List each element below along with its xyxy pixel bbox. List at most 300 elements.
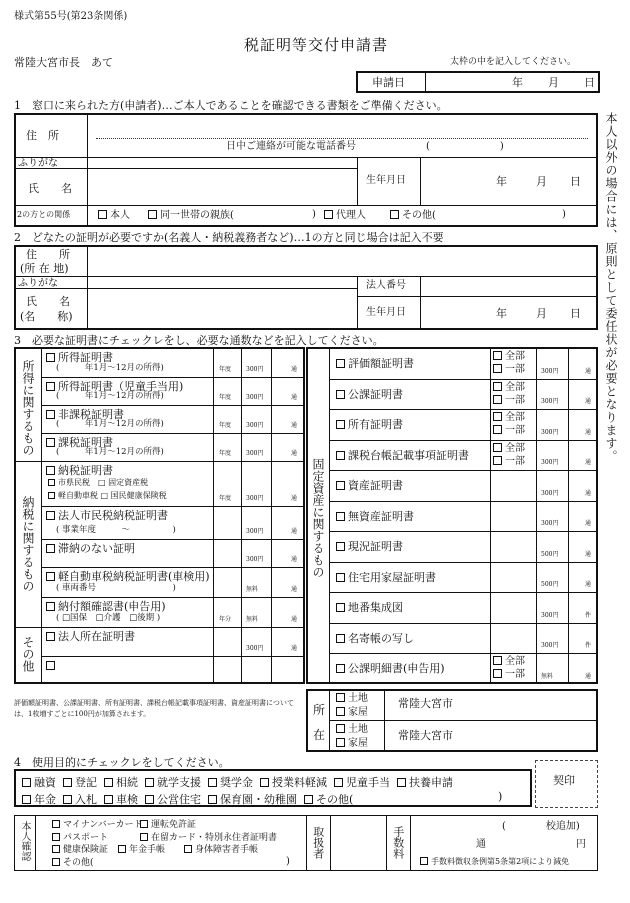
checkbox[interactable] [336,481,345,490]
checkbox[interactable] [118,845,126,853]
checkbox[interactable] [493,395,502,404]
cert-right-1[interactable] [336,389,403,400]
purpose-option[interactable] [145,776,201,789]
cert-right-4-qty-field[interactable] [570,471,584,490]
cert-left-0-price: 300円 [246,366,264,373]
fee-yen-unit: 円 [576,839,586,850]
checkbox[interactable] [208,778,217,787]
cert-left-0-sub[interactable]: ( 年1月～12月の所得) [56,363,164,373]
cert-right-10-all-text: 全部 [505,656,525,667]
tp-birth-year-unit: 年 [496,307,507,320]
fee-exemption-option[interactable]: 手数料徴収条例第5条第2項により減免 [420,857,569,866]
cert-right-7-qty-field[interactable] [570,563,584,581]
cert-left-0-text: 所得証明書 [58,351,113,364]
checkbox[interactable] [493,351,502,360]
cert-left-8-price: 無料 [246,616,259,623]
cert-right-3-qty-field[interactable] [570,441,584,459]
application-date-label: 申請日 [372,76,405,89]
cert-right-8[interactable] [336,602,403,613]
id-check-label: 本人確認 [19,821,30,861]
cert-right-2-all[interactable] [493,412,525,423]
phone-field[interactable]: ( ) [426,141,504,152]
checkbox[interactable] [46,602,55,611]
row-divider [330,623,597,624]
checkbox[interactable] [98,210,107,219]
purpose-option[interactable] [63,793,97,806]
checkbox[interactable] [493,456,502,465]
tax-group-label: 納税に関するもの [21,496,35,592]
handler-field[interactable] [334,818,384,868]
checkbox[interactable] [336,451,345,460]
addressee: 常陸大宮市長 あて [14,56,113,69]
cert-right-0-price: 300円 [541,368,559,375]
cert-left-0-qty-field[interactable] [244,349,270,366]
checkbox[interactable] [46,661,55,670]
cert-right-5-qty-field[interactable] [570,502,584,520]
cert-right-2[interactable] [336,419,403,430]
checkbox[interactable] [46,438,55,447]
tax-cert-sub-2[interactable] [48,492,167,500]
checkbox[interactable] [46,632,55,641]
tax-cert-sub-1[interactable] [48,479,148,487]
cert-left-2-price: 300円 [246,422,264,429]
fee-count-unit: 通 [476,839,486,850]
cert-right-10-part[interactable] [493,669,525,680]
relation-family-option[interactable]: 同一世帯の親族( [148,210,234,221]
section2-heading: 2 どなたの証明が必要ですか(名義人・納税義務者など)…1の方と同じ場合は記入不要 [14,231,444,244]
relation-agent-option[interactable]: 代理人 [324,210,366,221]
checkbox[interactable] [334,778,343,787]
taxpayer-address-field[interactable] [90,248,590,274]
cert-right-3-price: 300円 [541,459,559,466]
cert-left-4-count: 通 [291,495,298,502]
purpose-option[interactable] [63,776,97,789]
cert-right-1-price: 300円 [541,398,559,405]
id-option[interactable] [140,820,196,830]
cert-right-2-all-text: 全部 [505,412,525,423]
cert-right-3[interactable] [336,450,469,461]
row-divider [330,440,597,441]
cert-left-9-qty-field[interactable] [244,628,270,645]
purpose-option-label: 扶養申請 [409,776,453,789]
section4-heading: 4 使用目的にチェックレをしてください。 [14,756,230,769]
checkbox[interactable] [336,359,345,368]
id-option[interactable] [118,845,165,855]
cert-left-5-text: 法人市民税納税証明書 [58,509,168,522]
cert-right-9-price: 300円 [541,642,559,649]
cert-left-8-sub[interactable]: ( □国保 □介護 □後期 ) [56,613,161,623]
cert-left-6-text: 滞納のない証明 [58,542,135,555]
date-year-unit: 年 [512,76,523,89]
purpose-option-label: 相続 [116,776,138,789]
purpose-option-label: 就学支援 [157,776,201,789]
date-month-unit: 月 [548,76,559,89]
tp-birth-month-unit: 月 [536,307,547,320]
cert-left-9-count: 通 [291,645,298,652]
checkbox[interactable] [140,833,148,841]
cert-left-0-count: 通 [291,366,298,373]
purpose-option-label: 融資 [34,776,56,789]
checkbox[interactable] [48,492,55,499]
cert-right-3-part[interactable] [493,456,525,467]
cert-right-8-price: 300円 [541,612,559,619]
cert-right-2-qty-field[interactable] [570,410,584,429]
checkbox[interactable] [208,795,217,804]
tax-cert-sub-2-text: 軽自動車税 □ 国民健康保険税 [58,491,167,500]
cert-right-6-qty-field[interactable] [570,532,584,551]
seal-label: 契印 [553,774,575,787]
corp-number-label: 法人番号 [366,280,406,291]
checkbox[interactable] [336,738,345,747]
relation-other-option[interactable]: その他( [390,210,436,221]
checkbox[interactable] [52,833,60,841]
cert-left-7-qty-field[interactable] [244,568,270,586]
checkbox[interactable] [493,425,502,434]
cert-left-4-text: 納税証明書 [58,464,113,477]
cert-right-5[interactable] [336,511,414,522]
checkbox[interactable] [22,778,31,787]
cert-left-9[interactable] [46,631,135,642]
row-divider [330,531,597,532]
purpose-option-label: 児童手当 [346,776,390,789]
taxpayer-name-label: 氏 名 [26,295,70,308]
cert-left-2-count: 通 [291,422,298,429]
cert-right-1-part[interactable] [493,395,525,406]
income-group-label: 所得に関するもの [21,360,35,456]
purpose-option[interactable] [397,776,453,789]
id-option[interactable] [52,845,108,855]
cert-right-6[interactable] [336,541,403,552]
checkbox[interactable] [46,572,55,581]
cert-left-1-price: 300円 [246,394,264,401]
checkbox[interactable] [336,420,345,429]
row-divider [330,379,597,380]
cert-left-5-qty-field[interactable] [244,507,270,528]
cert-right-9-text: 名寄帳の写し [348,632,414,645]
cert-right-10-qty-field[interactable] [570,654,584,673]
purpose-option[interactable] [22,793,56,806]
cert-right-10-price: 無料 [541,673,554,680]
cert-right-9-count: 件 [585,642,592,649]
row-divider [330,470,597,471]
checkbox[interactable] [46,410,55,419]
cert-left-3-sub[interactable]: ( 年1月～12月の所得) [56,447,164,457]
cert-right-0-all[interactable] [493,351,525,362]
checkbox[interactable] [145,778,154,787]
id-option-label: 身体障害者手帳 [195,845,259,855]
checkbox[interactable] [390,210,399,219]
purpose-option-label: 車検 [116,793,138,806]
taxpayer-name-field[interactable] [90,290,354,328]
cert-left-8[interactable] [46,601,166,612]
checkbox[interactable] [336,707,345,716]
corp-number-field[interactable] [424,278,594,294]
fee-label: 手数料 [391,826,405,859]
cert-right-4[interactable] [336,480,403,491]
cert-left-5-sub[interactable]: ( 事業年度 ～ ) [56,525,176,535]
cert-left-2-sub[interactable]: ( 年1月～12月の所得) [56,419,164,429]
location2-land-option[interactable]: 土地 [336,724,368,735]
cert-right-1-qty-field[interactable] [570,380,584,398]
checkbox[interactable] [304,795,313,804]
cert-left-7-sub[interactable]: ( 車両番号 ) [56,583,176,593]
cert-left-1-qty-field[interactable] [244,378,270,394]
cert-left-1-unit: 年度 [219,394,232,401]
cert-left-2-text: 非課税証明書 [58,408,124,421]
cert-right-5-price: 300円 [541,520,559,527]
checkbox[interactable] [104,795,113,804]
cert-left-4-unit: 年度 [219,495,232,502]
cert-left-3-qty-field[interactable] [244,434,270,450]
checkbox[interactable] [397,778,406,787]
cert-right-7-count: 通 [585,581,592,588]
cert-right-1-count: 通 [585,398,592,405]
id-option-label: 在留カード・特別永住者証明書 [151,832,278,843]
taxpayer-furigana-field[interactable] [90,278,354,287]
checkbox[interactable] [493,443,502,452]
cert-left-1-sub[interactable]: ( 年1月～12月の所得) [56,391,164,401]
applicant-address-field[interactable] [90,118,590,136]
row-divider [330,501,597,502]
cert-left-0[interactable] [46,352,113,363]
cert-right-10[interactable] [336,663,445,674]
cert-left-2-qty-field[interactable] [244,406,270,422]
purpose-option[interactable] [145,793,201,806]
checkbox[interactable] [493,382,502,391]
checkbox[interactable] [336,634,345,643]
cert-left-7-text: 軽自動車税納税証明書(車検用) [58,570,210,583]
cert-right-10-count: 通 [585,673,592,680]
row-divider [330,592,597,593]
birth-year-unit: 年 [496,175,507,188]
cert-right-4-text: 資産証明書 [348,479,403,492]
cert-right-1-all[interactable] [493,382,525,393]
cert-right-2-part-text: 一部 [505,425,525,436]
taxpayer-address-label: 住 所 [26,248,70,261]
cert-right-7-price: 500円 [541,581,559,588]
purpose-option[interactable] [104,776,138,789]
checkbox[interactable] [324,210,333,219]
cert-left-3-unit: 年度 [219,450,232,457]
taxpayer-location-label: (所 在 地) [20,262,69,275]
checkbox[interactable] [420,857,428,865]
applicant-furigana-label: ふりがな [18,158,58,169]
checkbox[interactable] [336,603,345,612]
form-number: 様式第55号(第23条関係) [14,11,128,22]
checkbox[interactable] [140,820,148,828]
applicant-birth-label: 生年月日 [366,175,406,186]
cert-left-6-qty-field[interactable] [244,540,270,556]
cert-right-1-text: 公課証明書 [348,388,403,401]
cert-left-4-price: 300円 [246,495,264,502]
checkbox[interactable] [493,656,502,665]
checkbox[interactable] [46,511,55,520]
purpose-option[interactable] [22,776,56,789]
purpose-option[interactable] [208,776,253,789]
phone-label: 日中ご連絡が可能な電話番号 [226,141,356,152]
purpose-option-label: その他( [316,793,354,806]
purpose-option[interactable] [260,776,327,789]
checkbox[interactable] [336,542,345,551]
cert-right-7[interactable] [336,572,436,583]
location2-city: 常陸大宮市 [398,729,453,742]
checkbox[interactable] [22,795,31,804]
cert-left-8-unit: 年分 [219,616,232,623]
id-option-label: 年金手帳 [129,845,166,855]
id-option[interactable] [52,858,94,868]
checkbox[interactable] [493,412,502,421]
cert-right-9[interactable] [336,633,414,644]
purpose-option[interactable] [104,793,138,806]
cert-left-1-count: 通 [291,394,298,401]
cert-left-8-count: 通 [291,616,298,623]
cert-left-5-price: 300円 [246,528,264,535]
cert-left-6-count: 通 [291,556,298,563]
cert-left-5[interactable] [46,510,168,521]
applicant-furigana-field[interactable] [90,158,354,168]
section3-heading: 3 必要な証明書にチェックレをし、必要な通数などを記入してください。 [14,334,384,347]
checkbox[interactable] [336,390,345,399]
location1-land-option[interactable]: 土地 [336,693,368,704]
checkbox[interactable] [52,820,60,828]
cert-right-5-count: 通 [585,520,592,527]
location-label-bottom: 在 [313,728,326,742]
purpose-option[interactable] [304,793,353,806]
cert-left-10-qty-field[interactable] [244,657,270,672]
checkbox[interactable] [63,778,72,787]
id-option-label: 運転免許証 [151,820,197,830]
cert-right-10-text: 公課明細書(申告用) [348,662,445,675]
purpose-option-label: 公営住宅 [157,793,201,806]
cert-left-4-qty-field[interactable] [244,462,270,495]
checkbox[interactable] [145,795,154,804]
taxpayer-title-label: (名 称) [20,310,73,323]
cert-left-8-qty-field[interactable] [244,598,270,616]
cert-right-3-all-text: 全部 [505,443,525,454]
row-divider [330,409,597,410]
cert-right-0[interactable] [336,358,414,369]
cert-left-8-text: 納付額確認書(申告用) [58,600,166,613]
cert-right-2-text: 所有証明書 [348,418,403,431]
cert-left-5-count: 通 [291,528,298,535]
purpose-option-label: 登記 [75,776,97,789]
cert-right-10-all[interactable] [493,656,525,667]
cert-left-2-unit: 年度 [219,422,232,429]
checkbox[interactable] [46,382,55,391]
instruction-text: 太枠の中を記入してください。 [450,57,577,67]
cert-right-6-price: 500円 [541,551,559,558]
checkbox[interactable] [48,479,55,486]
checkbox[interactable] [148,210,157,219]
birth-month-unit: 月 [536,175,547,188]
id-other-close: ) [286,856,290,867]
purpose-option-label: 奨学金 [220,776,253,789]
checkbox[interactable] [184,845,192,853]
row-divider [330,653,597,654]
checkbox[interactable] [104,778,113,787]
date-day-unit: 日 [584,76,595,89]
checkbox[interactable] [63,795,72,804]
purpose-row-1 [22,774,460,790]
location1-house-option[interactable]: 家屋 [336,707,368,718]
checkbox[interactable] [46,466,55,475]
checkbox[interactable] [336,512,345,521]
applicant-name-field[interactable] [90,170,354,204]
id-option[interactable] [184,845,258,855]
checkbox[interactable] [46,544,55,553]
id-option-label: パスポート [63,832,109,843]
location2-house-option[interactable]: 家屋 [336,738,368,749]
cert-right-0-count: 通 [585,368,592,375]
cert-left-6[interactable] [46,543,135,554]
taxpayer-furigana-label: ふりがな [18,278,58,289]
cert-right-9-qty-field[interactable] [570,624,584,642]
cert-left-7-price: 無料 [246,586,259,593]
checkbox[interactable] [336,573,345,582]
checkbox[interactable] [493,364,502,373]
page-title: 税証明等交付申請書 [244,36,389,54]
cert-left-7[interactable] [46,571,210,582]
relation-self-option[interactable]: 本人 [98,210,130,221]
cert-right-0-qty-field[interactable] [570,349,584,368]
location1-city: 常陸大宮市 [398,697,453,710]
checkbox[interactable] [46,353,55,362]
id-option-label: マイナンバーカード [63,820,143,830]
row-divider [330,562,597,563]
birth-day-unit: 日 [570,175,581,188]
checkbox[interactable] [336,693,345,702]
cert-left-7-count: 通 [291,586,298,593]
id-option[interactable] [52,833,108,843]
cert-right-2-count: 通 [585,429,592,436]
purpose-option-label: 保育園・幼稚園 [220,793,297,806]
checkbox[interactable] [336,724,345,733]
cert-left-0-unit: 年度 [219,366,232,373]
cert-right-1-all-text: 全部 [505,382,525,393]
cert-right-3-part-text: 一部 [505,456,525,467]
fixed-asset-group-label: 固定資産に関するもの [311,458,325,578]
proxy-note: 本人以外の場合には、原則として委任状が必要となります。 [604,112,618,463]
id-option[interactable] [52,820,143,830]
cert-right-0-part[interactable] [493,364,525,375]
handler-label: 取扱者 [311,826,325,859]
cert-right-4-count: 通 [585,490,592,497]
other-group-label: その他 [21,636,35,672]
id-option[interactable] [140,833,277,843]
cert-right-8-qty-field[interactable] [570,593,584,612]
cert-right-3-all[interactable] [493,443,525,454]
checkbox[interactable] [52,858,60,866]
cert-left-3-count: 通 [291,450,298,457]
checkbox[interactable] [493,669,502,678]
relation-label: 2の方との関係 [17,210,71,219]
cert-left-3-price: 300円 [246,450,264,457]
checkbox[interactable] [260,778,269,787]
cert-left-10[interactable] [46,660,58,671]
section1-heading: 1 窓口に来られた方(申請者)…ご本人であることを確認できる書類をご準備ください。 [14,99,448,112]
cert-left-4[interactable] [46,465,113,476]
cert-right-1-part-text: 一部 [505,395,525,406]
applicant-address-label: 住 所 [26,129,59,142]
purpose-option[interactable] [334,776,390,789]
checkbox[interactable] [52,845,60,853]
id-option-label: 健康保険証 [63,845,109,855]
cert-right-2-part[interactable] [493,425,525,436]
purpose-option-label: 入札 [75,793,97,806]
relation-close-1: ) [312,209,316,220]
checkbox[interactable] [336,664,345,673]
purpose-option[interactable] [208,793,297,806]
